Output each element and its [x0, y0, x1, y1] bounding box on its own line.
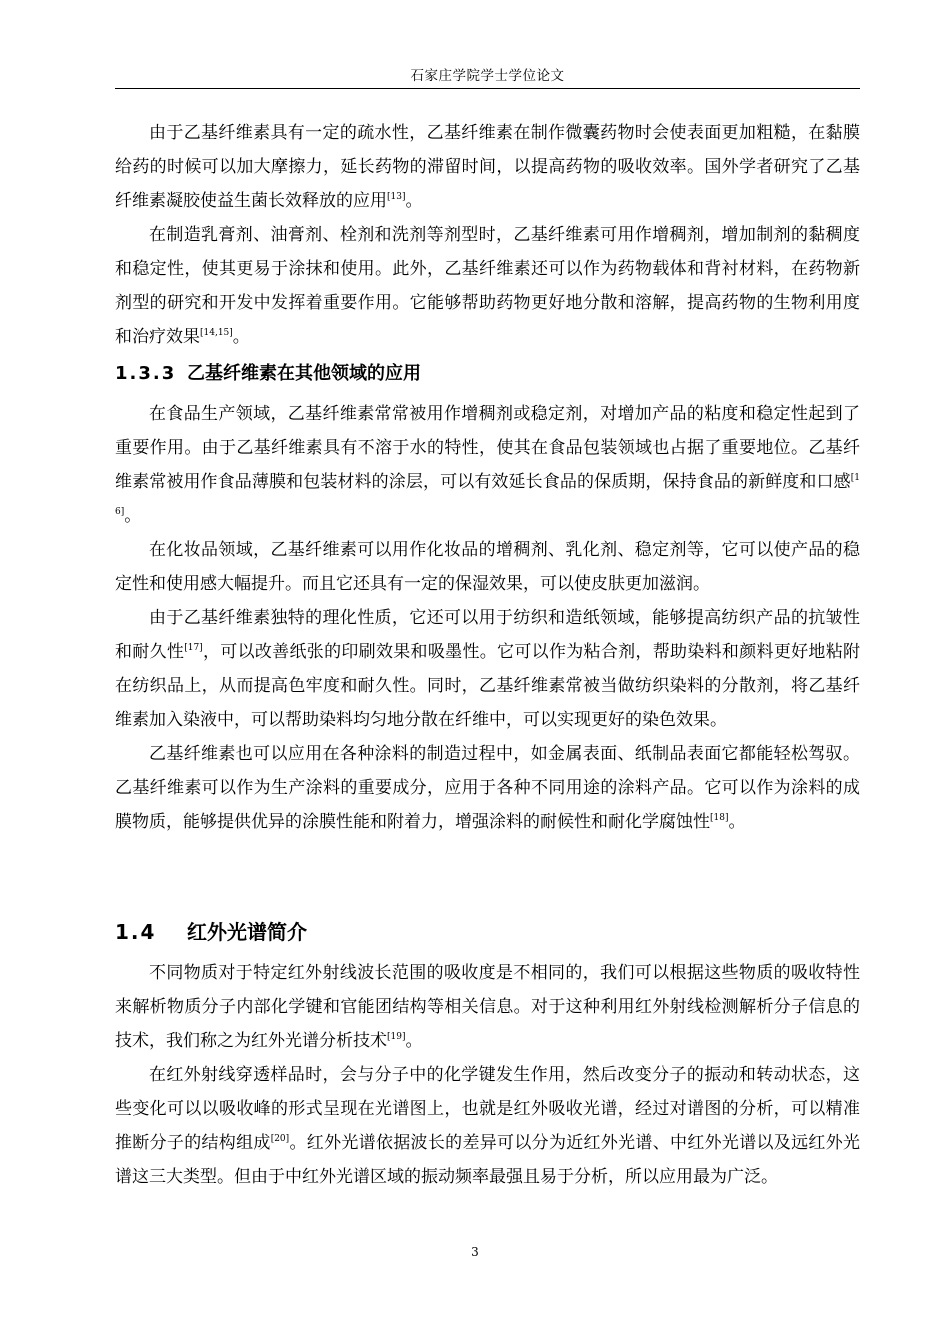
paragraph: 由于乙基纤维素具有一定的疏水性，乙基纤维素在制作微囊药物时会使表面更加粗糙，在黏膜给药的时候可以加大摩擦力，延长药物的滞留时间，以提高药物的吸收效率。国外学者研究了乙基纤维素凝胶使益生菌长效释放的应用[13]。 [115, 123, 860, 211]
section-heading-1-3-3 [115, 354, 860, 394]
paragraph: 不同物质对于特定红外射线波长范围的吸收度是不相同的，我们可以根据这些物质的吸收特性来解析物质分子内部化学键和官能团结构等相关信息。对于这种利用红外射线检测解析分子信息的技术，我们称之为红外光谱分析技术[19]。 [115, 963, 860, 1051]
paragraph: 在制造乳膏剂、油膏剂、栓剂和洗剂等剂型时，乙基纤维素可用作增稠剂，增加制剂的黏稠度和稳定性，使其更易于涂抹和使用。此外，乙基纤维素还可以作为药物载体和背衬材料，在药物新剂型的研究和开发中发挥着重要作用。它能够帮助药物更好地分散和溶解，提高药物的生物利用度和治疗效果[14,15]。 [115, 225, 860, 347]
section-heading-1-4 [115, 910, 860, 954]
paragraph: 在食品生产领域，乙基纤维素常常被用作增稠剂或稳定剂，对增加产品的粘度和稳定性起到了重要作用。由于乙基纤维素具有不溶于水的特性，使其在食品包装领域也占据了重要地位。乙基纤维素常被用作食品薄膜和包装材料的涂层，可以有效延长食品的保质期，保持食品的新鲜度和口感[16]。 [115, 404, 860, 526]
section-number: 1.3.3 [115, 363, 177, 384]
section-title: 乙基纤维素在其他领域的应用 [187, 363, 421, 384]
body-block-2 [115, 397, 860, 839]
section-number: 1.4 [115, 920, 157, 944]
citation: [14,15] [200, 328, 233, 338]
body-block-1 [115, 116, 860, 354]
citation: [20] [270, 1134, 290, 1144]
citation: [18] [710, 813, 729, 823]
header-rule [115, 88, 860, 89]
paragraph: 在红外射线穿透样品时，会与分子中的化学键发生作用，然后改变分子的振动和转动状态，这些变化可以以吸收峰的形式呈现在光谱图上，也就是红外吸收光谱，经过对谱图的分析，可以精准推断分子的结构组成[20]。红外光谱依据波长的差异可以分为近红外光谱、中红外光谱以及远红外光谱这三大类型。但由于中红外光谱区域的振动频率最强且易于分析，所以应用最为广泛。 [115, 1065, 861, 1187]
citation: [13] [387, 192, 406, 202]
body-block-3 [115, 956, 860, 1194]
citation: [19] [387, 1032, 406, 1042]
running-header: 石家庄学院学士学位论文 [410, 68, 565, 84]
paragraph: 在化妆品领域，乙基纤维素可以用作化妆品的增稠剂、乳化剂、稳定剂等，它可以使产品的稳定性和使用感大幅提升。而且它还具有一定的保湿效果，可以使皮肤更加滋润。 [115, 540, 860, 594]
citation: [16] [115, 473, 860, 517]
paragraph: 由于乙基纤维素独特的理化性质，它还可以用于纺织和造纸领域，能够提高纺织产品的抗皱性和耐久性[17]，可以改善纸张的印刷效果和吸墨性。它可以作为粘合剂，帮助染料和颜料更好地粘附在纺织品上，从而提高色牢度和耐久性。同时，乙基纤维素常被当做纺织染料的分散剂，将乙基纤维素加入染液中，可以帮助染料均匀地分散在纤维中，可以实现更好的染色效果。 [115, 608, 861, 730]
paragraph: 乙基纤维素也可以应用在各种涂料的制造过程中，如金属表面、纸制品表面它都能轻松驾驭。乙基纤维素可以作为生产涂料的重要成分，应用于各种不同用途的涂料产品。它可以作为涂料的成膜物质，能够提供优异的涂膜性能和附着力，增强涂料的耐候性和耐化学腐蚀性[18]。 [115, 744, 860, 832]
page-number: 3 [471, 1245, 479, 1259]
citation: [17] [184, 643, 203, 653]
section-title: 红外光谱简介 [187, 920, 307, 944]
